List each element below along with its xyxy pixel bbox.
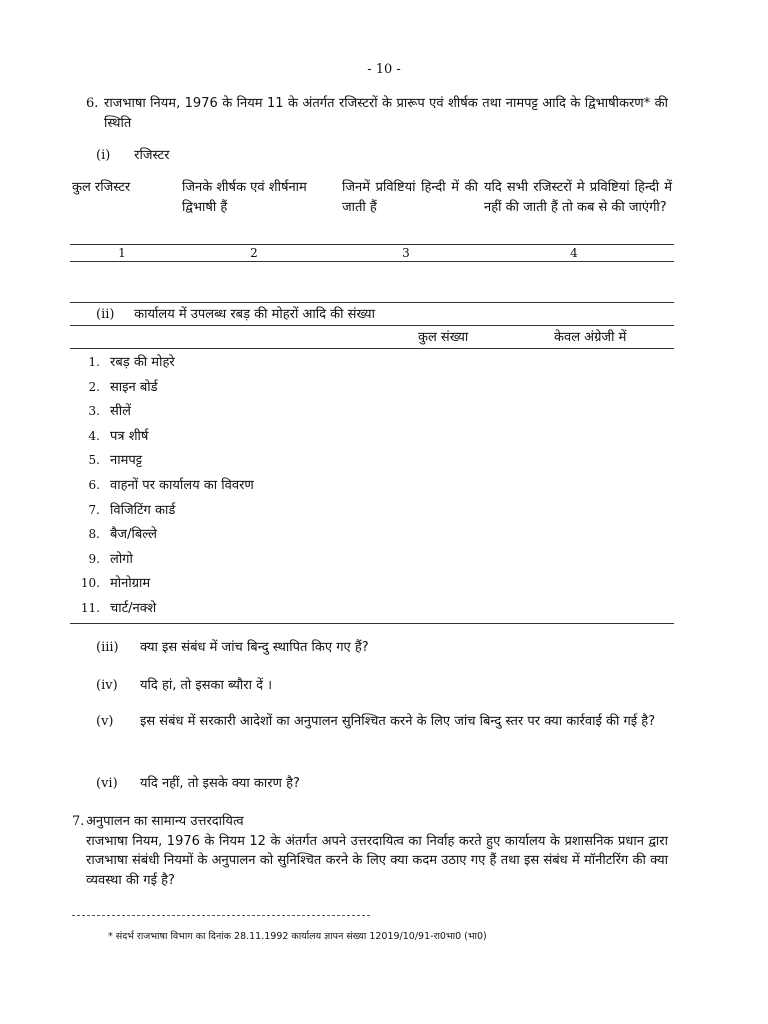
register-table-header [70,178,674,245]
column-english-only: केवल अंग्रेजी में [554,330,627,345]
question-text: इस संबंध में सरकारी आदेशों का अनुपालन सुनिश्चित करने के लिए जांच बिन्दु स्तर पर क्या कार्रवाई की गई है? [140,714,656,729]
question-roman: (iv) [96,678,118,693]
list-item-number: 8. [88,527,100,542]
list-item-label: रबड़ की मोहरे [110,355,175,370]
page-number: - 10 - [367,62,401,77]
stamps-table-columns [70,326,674,349]
list-item-number: 6. [88,478,100,492]
list-item-label: वाहनों पर कार्यालय का विवरण [110,478,254,493]
section-7-number: 7. [72,814,85,829]
question-vi [96,774,668,794]
list-item-label: बैज/बिल्ले [110,527,157,543]
list-item-label: सीलें [110,404,131,420]
footnote: * संदर्भ राजभाषा विभाग का दिनांक 28.11.1992 कार्यालय ज्ञापन संख्या 12019/10/91-रा0भा0 (भा0) [108,931,487,942]
subsection-i-label: रजिस्टर [134,148,170,163]
stamps-table-title-wrap [96,305,375,325]
column-number: 3 [402,246,410,260]
subsection-i [96,146,169,166]
question-v [96,712,668,732]
list-item-label: मोनोग्राम [110,576,151,592]
subsection-ii-roman: (ii) [96,307,115,322]
column-number: 4 [570,246,578,260]
list-item-number: 3. [88,404,100,419]
column-total-count: कुल संख्या [418,330,469,345]
header-total-registers: कुल रजिस्टर [72,180,131,195]
stamps-table-list [70,349,674,624]
subsection-i-roman: (i) [96,148,111,163]
list-item-label: लोगो [110,551,133,567]
question-text: क्या इस संबंध में जांच बिन्दु स्थापित किए गए हैं? [140,640,369,655]
list-item-number: 11. [80,601,100,615]
section-6 [86,94,668,133]
column-number: 1 [118,246,126,260]
section-6-number: 6. [86,96,99,111]
list-item-label: विजिटिंग कार्ड [110,502,176,518]
section-7-body: राजभाषा नियम, 1976 के नियम 12 के अंतर्गत अपने उत्तरदायित्व का निर्वाह करते हुए कार्यालय के प्रशासनिक प्रधान द्वारा राजभाषा संबंधी नियमों के अनुपालन को सुनिश्चित करने के लिए क्या कदम उठाए गए हैं तथा इस संबंध में मॉनीटरिंग की क्या व्यवस्था की गई है? [86,833,668,888]
list-item-number: 10. [80,576,100,591]
column-number: 2 [250,246,258,260]
list-item-label: साइन बोर्ड [110,379,158,395]
stamps-table [70,302,674,624]
list-item-number: 2. [88,379,100,394]
list-item-label: पत्र शीर्ष [110,428,149,444]
list-item-number: 1. [88,355,100,369]
stamps-table-title-row [70,303,674,326]
register-table-column-numbers [70,245,674,262]
question-iii [96,638,668,658]
list-item-number: 4. [88,428,100,443]
question-text: यदि नहीं, तो इसके क्या कारण है? [140,776,300,791]
list-item-label: नामपट्ट [110,453,143,469]
header-bilingual-titles: जिनके शीर्षक एवं शीर्षनाम द्विभाषी हैं [182,180,307,215]
section-7 [72,812,668,890]
stamps-table-title: कार्यालय में उपलब्ध रबड़ की मोहरों आदि की संख्या [134,307,375,322]
list-item-number: 5. [88,453,100,468]
header-when-hindi: यदि सभी रजिस्टरों मे प्रविष्टियां हिन्दी में नहीं की जाती हैं तो कब से की जाएंगी? [484,180,672,215]
question-text: यदि हां, तो इसका ब्यौरा दें । [140,678,273,693]
section-6-text: राजभाषा नियम, 1976 के नियम 11 के अंतर्गत रजिस्टरों के प्रारूप एवं शीर्षक तथा नामपट्ट आदि के द्विभाषीकरण* की स्थिति [104,96,668,131]
list-item-number: 9. [88,551,100,566]
section-7-title: अनुपालन का सामान्य उत्तरदायित्व [86,814,244,829]
question-roman: (v) [96,714,114,729]
list-item-label: चार्ट/नक्शे [110,601,157,616]
question-roman: (vi) [96,776,118,791]
header-hindi-entries: जिनमें प्रविष्टियां हिन्दी में की जाती हैं [342,180,478,215]
question-iv [96,676,668,696]
footnote-separator [72,915,370,916]
register-table [70,178,674,262]
question-roman: (iii) [96,640,119,655]
list-item-number: 7. [88,502,100,517]
